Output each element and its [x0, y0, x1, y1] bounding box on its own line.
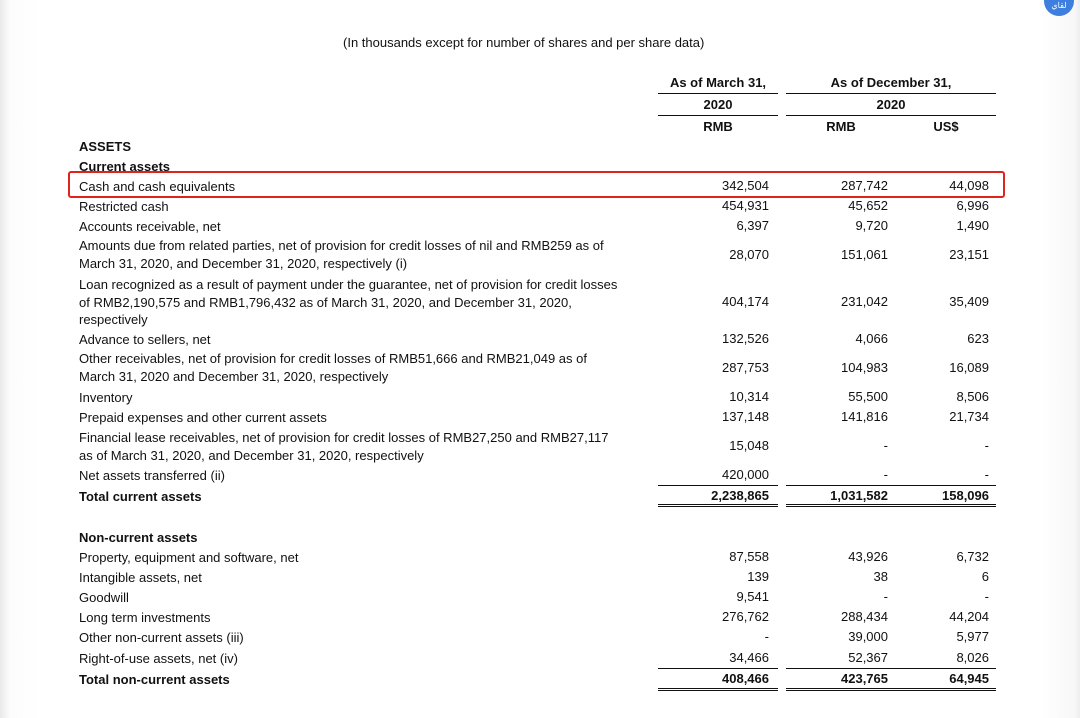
- noncurrent-row-2-label: Goodwill: [79, 590, 129, 605]
- current-row-6-value-dec: 104,983: [841, 360, 888, 375]
- noncurrent-assets-heading: Non-current assets: [79, 530, 198, 545]
- total-current-value-usd: 158,096: [942, 488, 989, 503]
- current-row-9-value-mar: 15,048: [729, 438, 769, 453]
- col-year-march: 2020: [703, 97, 733, 112]
- noncurrent-row-5-value-mar: 34,466: [729, 650, 769, 665]
- noncurrent-row-5-value-dec: 52,367: [848, 650, 888, 665]
- noncurrent-row-1-value-dec: 38: [873, 569, 888, 584]
- current-row-0-value-dec: 287,742: [841, 178, 888, 193]
- current-row-3-value-mar: 28,070: [729, 247, 769, 262]
- noncurrent-row-4-value-usd: 5,977: [956, 629, 989, 644]
- current-row-4-label-line: respectively: [79, 312, 148, 327]
- current-row-7-value-dec: 55,500: [848, 389, 888, 404]
- col-currency-december-usd: US$: [933, 119, 959, 134]
- noncurrent-row-3-value-usd: 44,204: [949, 609, 989, 624]
- current-row-5-value-dec: 4,066: [855, 331, 888, 346]
- noncurrent-row-0-value-mar: 87,558: [729, 549, 769, 564]
- assets-heading: ASSETS: [79, 139, 132, 154]
- noncurrent-row-2-value-usd: -: [984, 589, 989, 604]
- col-currency-december-rmb: RMB: [826, 119, 856, 134]
- current-row-2-value-mar: 6,397: [736, 218, 769, 233]
- noncurrent-row-5-label: Right-of-use assets, net (iv): [79, 651, 238, 666]
- current-row-10-value-dec: -: [883, 467, 888, 482]
- current-row-0-label: Cash and cash equivalents: [79, 179, 236, 194]
- current-row-6-label-line: March 31, 2020 and December 31, 2020, respectively: [79, 368, 389, 384]
- noncurrent-row-4-label: Other non-current assets (iii): [79, 630, 244, 645]
- noncurrent-row-1-value-mar: 139: [747, 569, 769, 584]
- total-noncurrent-value-mar: 408,466: [722, 671, 769, 686]
- noncurrent-row-3-value-mar: 276,762: [722, 609, 769, 624]
- current-row-9-label-line: as of March 31, 2020, and December 31, 2020, respectively: [79, 447, 424, 463]
- noncurrent-row-5-value-usd: 8,026: [956, 650, 989, 665]
- col-header-december: As of December 31,: [830, 75, 952, 90]
- current-row-5-value-mar: 132,526: [722, 331, 769, 346]
- noncurrent-row-4-value-mar: -: [764, 629, 769, 644]
- current-row-2-label: Accounts receivable, net: [79, 219, 221, 234]
- current-row-7-value-mar: 10,314: [729, 389, 769, 404]
- current-row-0-value-usd: 44,098: [949, 178, 989, 193]
- noncurrent-row-3-label: Long term investments: [79, 610, 211, 625]
- current-row-3-value-usd: 23,151: [949, 247, 989, 262]
- current-row-3-label-line: March 31, 2020, and December 31, 2020, respectively (i): [79, 255, 408, 271]
- noncurrent-row-4-value-dec: 39,000: [848, 629, 888, 644]
- total-noncurrent-value-usd: 64,945: [949, 671, 989, 686]
- noncurrent-row-2-value-mar: 9,541: [736, 589, 769, 604]
- current-row-6-label-line: Other receivables, net of provision for credit losses of RMB51,666 and RMB21,049 as of: [79, 351, 587, 366]
- current-row-10-label: Net assets transferred (ii): [79, 468, 225, 483]
- current-row-10-value-usd: -: [984, 467, 989, 482]
- current-row-9-value-dec: -: [883, 438, 888, 453]
- current-row-2-value-dec: 9,720: [855, 218, 888, 233]
- noncurrent-row-1-label: Intangible assets, net: [79, 570, 202, 585]
- current-row-1-value-dec: 45,652: [848, 198, 888, 213]
- current-row-1-value-usd: 6,996: [956, 198, 989, 213]
- current-row-7-label: Inventory: [79, 390, 133, 405]
- units-subtitle: (In thousands except for number of shares and per share data): [343, 35, 705, 50]
- current-row-1-label: Restricted cash: [79, 199, 169, 214]
- current-row-1-value-mar: 454,931: [722, 198, 769, 213]
- current-row-0-value-mar: 342,504: [722, 178, 769, 193]
- col-year-december: 2020: [876, 97, 906, 112]
- current-row-7-value-usd: 8,506: [956, 389, 989, 404]
- current-row-2-value-usd: 1,490: [956, 218, 989, 233]
- noncurrent-row-0-value-dec: 43,926: [848, 549, 888, 564]
- noncurrent-row-0-value-usd: 6,732: [956, 549, 989, 564]
- col-currency-march: RMB: [703, 119, 733, 134]
- current-row-8-value-dec: 141,816: [841, 409, 888, 424]
- current-assets-heading: Current assets: [79, 159, 171, 171]
- current-row-6-value-mar: 287,753: [722, 360, 769, 375]
- noncurrent-row-2-value-dec: -: [883, 589, 888, 604]
- current-row-8-value-usd: 21,734: [949, 409, 989, 424]
- current-row-8-value-mar: 137,148: [722, 409, 769, 424]
- current-row-4-label-line: Loan recognized as a result of payment under the guarantee, net of provision for credit losses: [79, 277, 618, 292]
- current-row-4-value-mar: 404,174: [722, 294, 769, 309]
- current-row-9-label-line: Financial lease receivables, net of provision for credit losses of RMB27,250 and RMB27,117: [79, 430, 609, 445]
- noncurrent-row-0-label: Property, equipment and software, net: [79, 550, 299, 565]
- total-current-value-dec: 1,031,582: [830, 488, 888, 503]
- total-current-label: Total current assets: [79, 489, 202, 504]
- current-row-4-value-dec: 231,042: [841, 294, 888, 309]
- current-row-10-value-mar: 420,000: [722, 467, 769, 482]
- current-row-3-label-line: Amounts due from related parties, net of provision for credit losses of nil and RMB259 as of: [79, 238, 604, 253]
- noncurrent-row-1-value-usd: 6: [981, 569, 989, 584]
- total-noncurrent-label: Total non-current assets: [79, 672, 230, 687]
- current-row-5-label: Advance to sellers, net: [79, 332, 211, 347]
- col-header-march: As of March 31,: [669, 75, 767, 90]
- current-row-4-value-usd: 35,409: [949, 294, 989, 309]
- current-row-9-value-usd: -: [984, 438, 989, 453]
- noncurrent-row-3-value-dec: 288,434: [841, 609, 888, 624]
- current-row-8-label: Prepaid expenses and other current assets: [79, 410, 327, 425]
- current-row-6-value-usd: 16,089: [949, 360, 989, 375]
- corner-badge[interactable]: لقاي: [1044, 0, 1074, 16]
- current-row-5-value-usd: 623: [967, 331, 989, 346]
- total-current-value-mar: 2,238,865: [711, 488, 769, 503]
- total-noncurrent-value-dec: 423,765: [841, 671, 888, 686]
- current-row-4-label-line: of RMB2,190,575 and RMB1,796,432 as of March 31, 2020, and December 31, 2020,: [79, 294, 572, 310]
- current-row-3-value-dec: 151,061: [841, 247, 888, 262]
